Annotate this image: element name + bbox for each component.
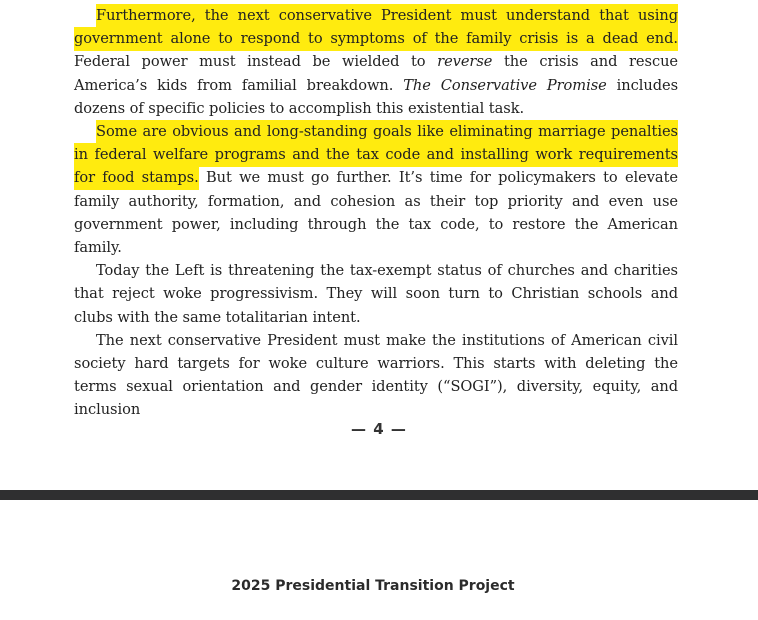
paragraph: [74, 259, 678, 329]
document-body: [74, 4, 678, 422]
highlighted-text: Furthermore, the next conservative President must understand that using government alone to respond to symptoms of the family crisis is a dead end.: [74, 4, 678, 51]
paragraph: [74, 4, 678, 120]
body-text: The next conservative President must make the institutions of American civil society hard targets for woke culture warriors. This starts with deleting the terms sexual orientation and gender identity (“SOGI”), diversity, equity, and inclusion: [74, 331, 678, 419]
body-text: the crisis and rescue America’s kids from familial breakdown.: [74, 53, 679, 94]
page-divider: [0, 490, 758, 500]
body-text: Federal power must instead be wielded to: [74, 53, 438, 71]
paragraph: [74, 329, 678, 422]
body-text: Today the Left is threatening the tax-exempt status of churches and charities that reject woke progressivism. They will soon turn to Christian schools and clubs with the same totalitarian intent.: [74, 262, 678, 326]
paragraph: [74, 120, 678, 259]
body-text: includes dozens of specific policies to accomplish this existential task.: [74, 76, 679, 117]
highlighted-text: Some are obvious and long-standing goals like eliminating marriage penalties in federal welfare programs and the tax code and installing work requirements for food stamps.: [74, 120, 678, 190]
emphasized-text: reverse: [437, 53, 493, 71]
page-number: — 4 —: [351, 420, 407, 438]
body-text: But we must go further. It’s time for policymakers to elevate family authority, formation, and cohesion as their top priority and even use government power, including through the tax code, to restore the American family.: [74, 169, 678, 257]
footer-title: 2025 Presidential Transition Project: [231, 578, 515, 594]
book-title: The Conservative Promise: [403, 76, 607, 94]
